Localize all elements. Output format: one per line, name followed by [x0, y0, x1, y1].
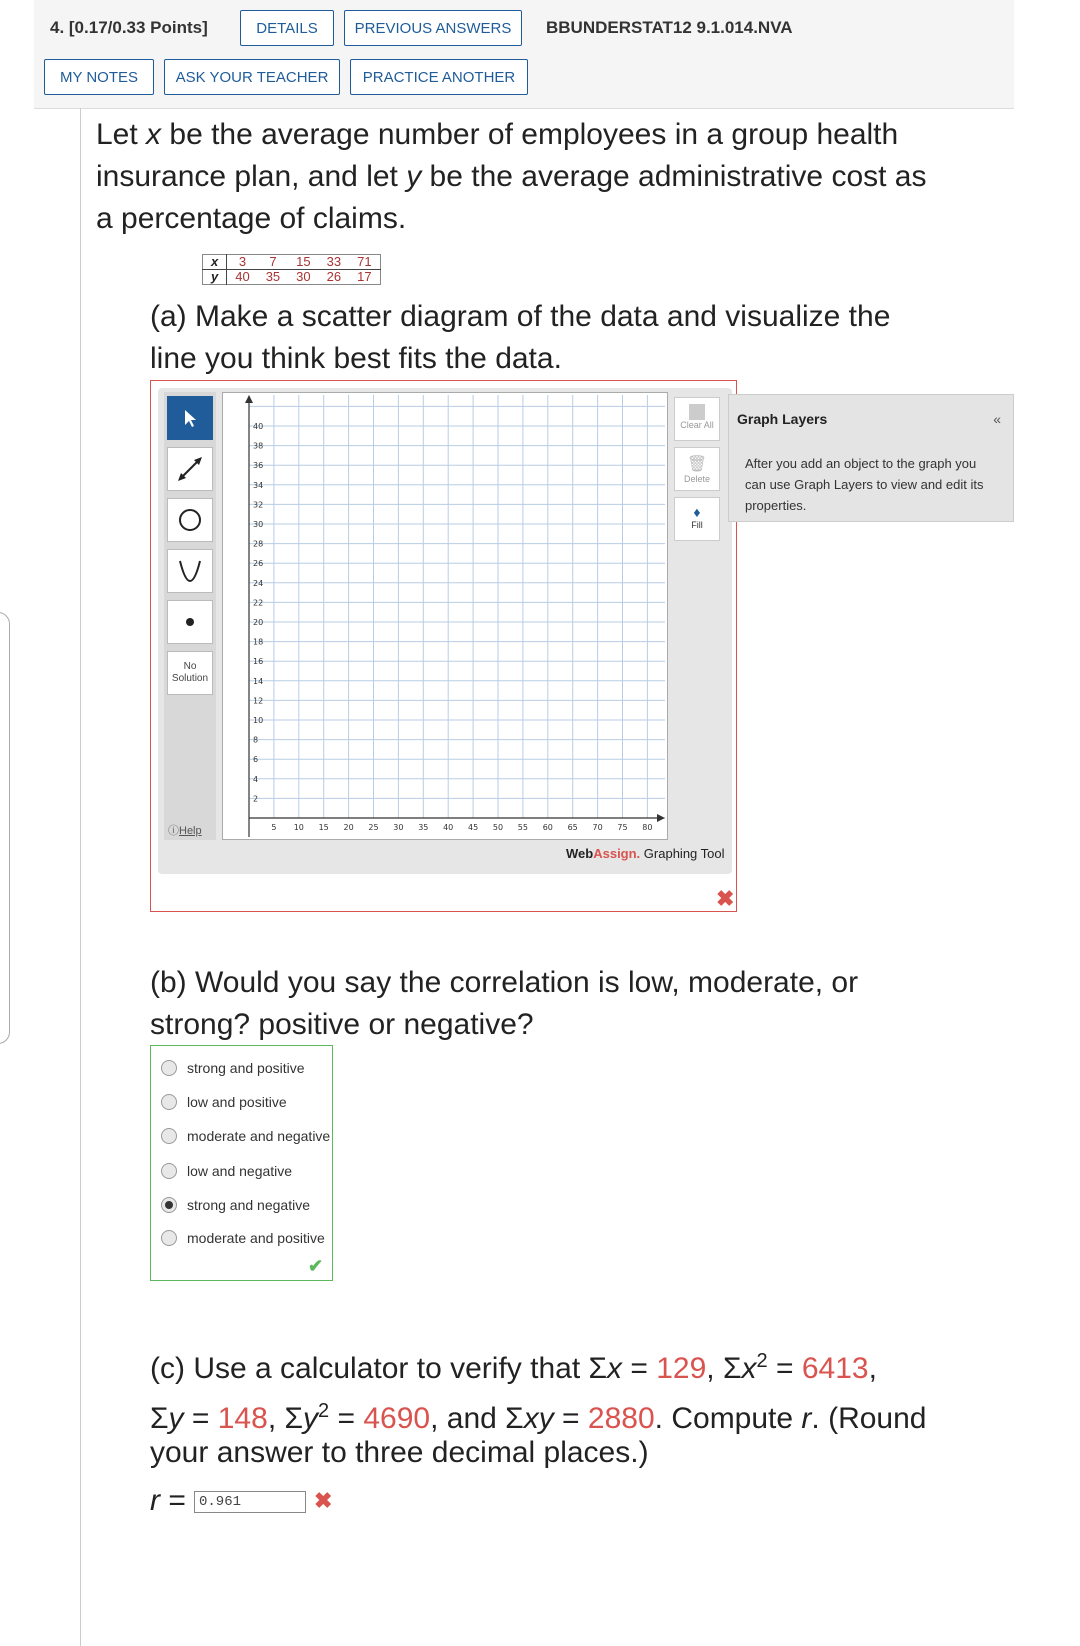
- y-tick-label: 2: [253, 794, 259, 804]
- radio-button[interactable]: [161, 1163, 177, 1179]
- x-tick-label: 65: [567, 823, 578, 832]
- y-value: 35: [265, 269, 281, 284]
- y-tick-label: 8: [253, 735, 259, 745]
- x-value: 3: [227, 255, 258, 270]
- part-b-line-1: (b) Would you say the correlation is low, moderate, or: [150, 966, 859, 999]
- parabola-tool[interactable]: [167, 549, 213, 593]
- no-solution-button[interactable]: [167, 651, 213, 695]
- graph-canvas[interactable]: [222, 392, 668, 840]
- choice-option[interactable]: [161, 1094, 287, 1110]
- part-c-line-1: (c) Use a calculator to verify that Σx = 129, $\Sigma x^2 = 6413$,: [150, 1350, 877, 1385]
- y-tick-label: 28: [253, 539, 264, 549]
- y-tick-label: 40: [253, 422, 264, 431]
- x-tick-label: 35: [418, 823, 429, 832]
- help-label: Help: [179, 825, 202, 837]
- x-tick-label: 5: [271, 823, 277, 832]
- y-tick-label: 14: [253, 676, 264, 686]
- y-tick-label: 38: [253, 441, 264, 451]
- webassign-brand: [566, 846, 725, 861]
- part-b-line-2: strong? positive or negative?: [150, 1008, 534, 1041]
- y-tick-label: 24: [253, 578, 264, 588]
- y-tick-label: 6: [253, 755, 259, 765]
- x-tick-label: 20: [343, 823, 354, 832]
- radio-button[interactable]: [161, 1128, 177, 1144]
- cursor-icon: [180, 408, 200, 428]
- data-table: [202, 254, 381, 285]
- no-solution-label: Solution: [171, 673, 209, 684]
- point-icon: [175, 607, 205, 637]
- problem-code: BBUNDERSTAT12 9.1.014.NVA: [546, 18, 793, 37]
- x-tick-label: 55: [517, 823, 528, 832]
- y-header: y: [203, 270, 227, 285]
- x-value: 15: [288, 255, 318, 270]
- intro-line-3: a percentage of claims.: [96, 202, 407, 235]
- practice-another-button[interactable]: PRACTICE ANOTHER: [350, 59, 528, 95]
- line-tool[interactable]: [167, 447, 213, 491]
- question-label: 4. [0.17/0.33 Points]: [50, 18, 208, 37]
- intro-line-1: Let x be the average number of employees in a group health: [96, 118, 899, 151]
- y-tick-label: 20: [253, 618, 264, 627]
- part-a-line-1: (a) Make a scatter diagram of the data and visualize the: [150, 300, 891, 333]
- my-notes-button[interactable]: MY NOTES: [44, 59, 154, 95]
- correct-icon: ✔: [308, 1256, 324, 1276]
- parabola-icon: [175, 556, 205, 586]
- x-value: 33: [319, 255, 349, 270]
- y-tick-label: 10: [253, 716, 264, 725]
- radio-button[interactable]: [161, 1230, 177, 1246]
- y-tick-label: 30: [253, 520, 264, 529]
- incorrect-icon: ✖: [716, 886, 735, 911]
- previous-answers-button[interactable]: PREVIOUS ANSWERS: [344, 10, 522, 46]
- delete-label: Delete: [683, 474, 710, 484]
- y-value: 30: [296, 269, 311, 284]
- no-solution-label: No: [183, 661, 197, 672]
- content-border: [80, 108, 81, 1646]
- choice-option[interactable]: [161, 1197, 310, 1213]
- graph-layers-help: After you add an object to the graph you can use Graph Layers to view and edit its properties.: [745, 456, 984, 513]
- x-tick-label: 45: [468, 823, 479, 832]
- choice-option[interactable]: [161, 1128, 330, 1144]
- choice-label: strong and negative: [187, 1197, 310, 1213]
- collapse-icon[interactable]: «: [993, 411, 1001, 427]
- clear-all-button[interactable]: [674, 397, 720, 441]
- ask-teacher-button[interactable]: ASK YOUR TEACHER: [164, 59, 340, 95]
- clear-icon: [689, 404, 705, 420]
- fill-button[interactable]: [674, 497, 720, 541]
- choice-option[interactable]: [161, 1230, 325, 1246]
- radio-button[interactable]: [161, 1094, 177, 1110]
- pointer-tool[interactable]: [167, 396, 213, 440]
- x-tick-label: 25: [368, 823, 379, 832]
- fill-label: Fill: [691, 520, 703, 530]
- x-value: 71: [349, 255, 380, 270]
- x-tick-label: 30: [393, 823, 404, 832]
- part-c-line-2: Σy = 148, $\Sigma y^2 = 4690$, and Σxy = 2880. Compute r. (Round: [150, 1400, 927, 1435]
- brand-part: Web: [566, 846, 594, 861]
- choice-label: low and positive: [187, 1094, 287, 1110]
- brand-part: Graphing Tool: [640, 846, 725, 861]
- r-label: r =: [150, 1484, 186, 1517]
- y-value: 26: [326, 269, 342, 284]
- part-a-line-2: line you think best fits the data.: [150, 342, 562, 375]
- graph-layers-title: Graph Layers: [737, 411, 828, 427]
- graph-layers-panel: [728, 394, 1014, 522]
- trash-icon: 🗑: [686, 456, 708, 473]
- delete-button[interactable]: [674, 447, 720, 491]
- y-tick-label: 12: [253, 696, 264, 706]
- x-tick-label: 70: [592, 823, 603, 832]
- x-axis-arrow: [657, 814, 665, 822]
- y-value: 17: [357, 269, 372, 284]
- y-tick-label: 36: [253, 461, 264, 471]
- circle-icon: [175, 505, 205, 535]
- x-tick-label: 10: [293, 823, 304, 832]
- x-header: x: [203, 255, 227, 270]
- choice-option[interactable]: [161, 1060, 305, 1076]
- y-tick-label: 34: [253, 480, 264, 490]
- x-tick-label: 80: [642, 823, 653, 832]
- y-tick-label: 18: [253, 637, 264, 647]
- graph-grid[interactable]: [223, 393, 669, 841]
- y-tick-label: 22: [253, 598, 264, 608]
- incorrect-icon: ✖: [314, 1488, 333, 1513]
- help-icon: ⓘ: [168, 825, 179, 837]
- x-tick-label: 50: [492, 823, 504, 832]
- choice-label: moderate and positive: [187, 1230, 325, 1246]
- r-answer-input[interactable]: 0.961: [194, 1491, 306, 1513]
- y-value: 40: [235, 269, 250, 284]
- x-tick-label: 60: [542, 823, 553, 832]
- choice-label: moderate and negative: [187, 1128, 331, 1144]
- radio-button-selected[interactable]: [161, 1197, 177, 1213]
- side-panel-tab[interactable]: [0, 612, 10, 1044]
- y-axis-arrow: [245, 395, 253, 403]
- radio-button[interactable]: [161, 1060, 177, 1076]
- x-tick-label: 75: [617, 823, 628, 832]
- choice-label: low and negative: [187, 1163, 293, 1179]
- line-icon: [175, 454, 205, 484]
- point-tool[interactable]: [167, 600, 213, 644]
- x-value: 7: [258, 255, 288, 270]
- circle-tool[interactable]: [167, 498, 213, 542]
- choice-option[interactable]: [161, 1163, 292, 1179]
- x-tick-label: 40: [443, 823, 454, 832]
- choice-label: strong and positive: [187, 1060, 305, 1076]
- y-tick-label: 4: [253, 774, 259, 784]
- clear-all-label: Clear All: [680, 420, 714, 430]
- part-c-line-3: your answer to three decimal places.): [150, 1436, 649, 1469]
- y-tick-label: 26: [253, 559, 264, 569]
- fill-icon: ♦: [693, 504, 701, 520]
- y-tick-label: 16: [253, 657, 264, 667]
- choice-group: [150, 1045, 333, 1281]
- y-tick-label: 32: [253, 500, 264, 510]
- details-button[interactable]: DETAILS: [240, 10, 334, 46]
- help-link[interactable]: [168, 822, 202, 838]
- intro-line-2: insurance plan, and let y be the average administrative cost as: [96, 160, 927, 193]
- brand-part: Assign.: [593, 846, 641, 861]
- x-tick-label: 15: [318, 823, 329, 832]
